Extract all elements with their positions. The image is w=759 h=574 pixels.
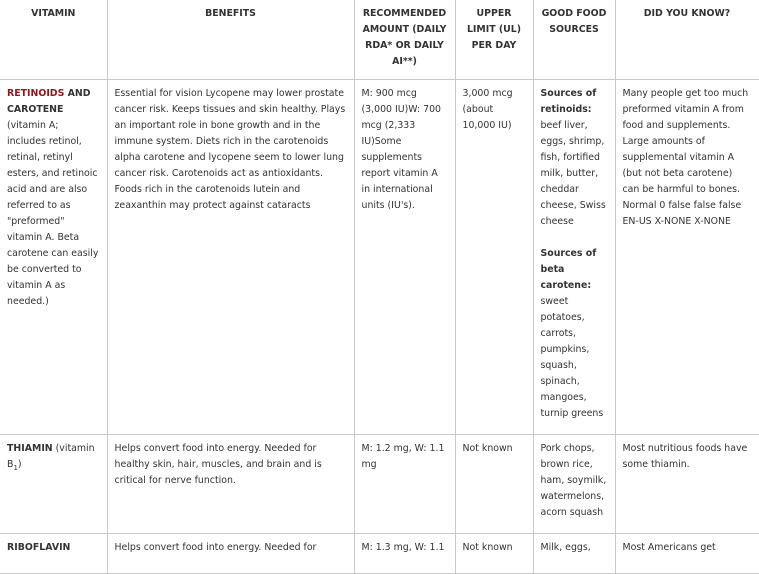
vitamin-name: RIBOFLAVIN	[7, 542, 71, 553]
table-row	[0, 80, 759, 435]
vitamin-note: (vitamin B	[7, 443, 95, 470]
vitamin-note-close: )	[17, 459, 22, 470]
vitamin-subscript: 1	[13, 463, 18, 472]
food-sources-cell: Milk, eggs,	[533, 534, 615, 574]
upper-limit-cell: 3,000 mcg (about 10,000 IU)	[455, 80, 533, 435]
food-sources-cell	[533, 80, 615, 435]
vitamin-cell	[0, 435, 107, 534]
upper-limit-cell: Not known	[455, 435, 533, 534]
sources-heading: Sources of beta carotene:	[540, 248, 597, 291]
rda-cell: M: 900 mcg (3,000 IU)W: 700 mcg (2,333 IU)Some supplements report vitamin A in international units (IU's).	[354, 80, 455, 435]
did-you-know-cell: Most nutritious foods have some thiamin.	[615, 435, 759, 534]
rda-cell: M: 1.3 mg, W: 1.1	[354, 534, 455, 574]
benefits-cell: Helps convert food into energy. Needed for	[107, 534, 354, 574]
food-sources-cell: Pork chops, brown rice, ham, soymilk, watermelons, acorn squash	[533, 435, 615, 534]
benefits-cell: Essential for vision Lycopene may lower prostate cancer risk. Keeps tissues and skin healthy. Plays an important role in bone growth and in the immune system. Diets rich in the carotenoids alpha carotene and lycopene seem to lower lung cancer risk. Carotenoids act as antioxidants. Foods rich in the carotenoids lutein and zeaxanthin may protect against cataracts	[107, 80, 354, 435]
vitamin-name: AND CAROTENE	[7, 88, 91, 115]
sources-text: sweet potatoes, carrots, pumpkins, squash, spinach, mangoes, turnip greens	[540, 296, 604, 419]
header-benefits: BENEFITS	[107, 0, 354, 80]
table-row	[0, 534, 759, 574]
upper-limit-cell: Not known	[455, 534, 533, 574]
sources-heading: Sources of retinoids:	[540, 88, 597, 115]
did-you-know-cell: Many people get too much preformed vitamin A from food and supplements. Large amounts of supplemental vitamin A (but not beta carotene) can be harmful to bones. Normal 0 false false false EN-US X-NONE X-NONE	[615, 80, 759, 435]
header-did-you-know: DID YOU KNOW?	[615, 0, 759, 80]
header-row	[0, 0, 759, 80]
benefits-cell: Helps convert food into energy. Needed for healthy skin, hair, muscles, and brain and is critical for nerve function.	[107, 435, 354, 534]
vitamin-note: (vitamin A; includes retinol, retinal, retinyl esters, and retinoic acid and are also referred to as "preformed" vitamin A. Beta carotene can easily be converted to vitamin A as needed.)	[7, 120, 99, 307]
did-you-know-cell: Most Americans get	[615, 534, 759, 574]
sources-text: beef liver, eggs, shrimp, fish, fortified milk, butter, cheddar cheese, Swiss cheese	[540, 120, 606, 227]
header-recommended-amount: RECOMMENDED AMOUNT (DAILY RDA* OR DAILY AI**)	[354, 0, 455, 80]
sources-retinoids	[541, 86, 608, 230]
rda-cell: M: 1.2 mg, W: 1.1 mg	[354, 435, 455, 534]
sources-beta-carotene	[541, 246, 608, 422]
vitamin-cell	[0, 534, 107, 574]
vitamin-cell	[0, 80, 107, 435]
vitamin-name-accent: RETINOIDS	[7, 88, 65, 99]
table-row	[0, 435, 759, 534]
header-good-food-sources: GOOD FOOD SOURCES	[533, 0, 615, 80]
header-vitamin: VITAMIN	[0, 0, 107, 80]
header-upper-limit: UPPER LIMIT (UL) PER DAY	[455, 0, 533, 80]
vitamin-name: THIAMIN	[7, 443, 53, 454]
